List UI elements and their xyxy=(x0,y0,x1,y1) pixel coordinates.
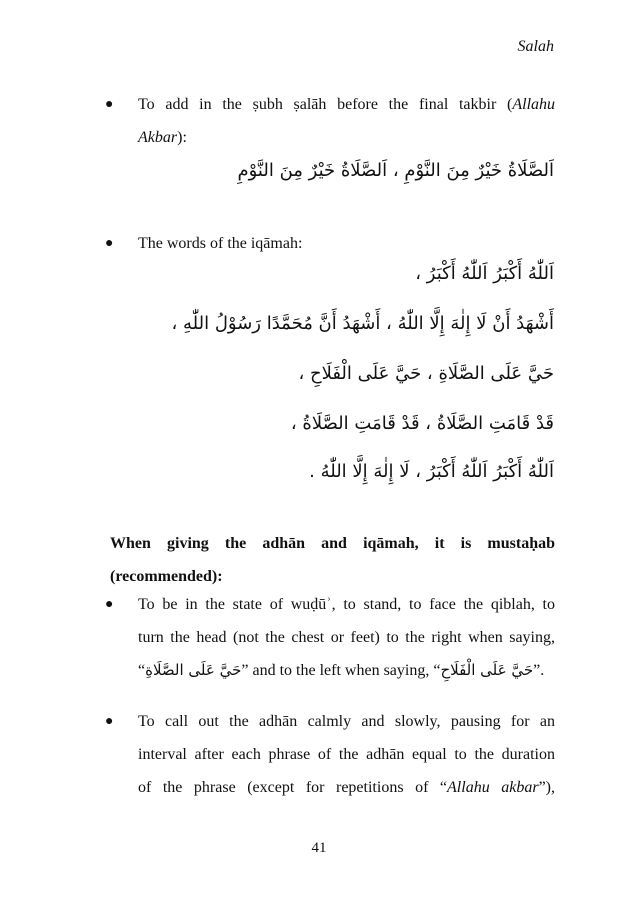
bullet-item-calm xyxy=(105,705,555,805)
text-line: To be in the state of wuḍūʾ, to stand, to face the qiblah, to xyxy=(138,596,555,613)
text-line: interval after each phrase of the adhān equal to the duration xyxy=(138,746,555,763)
page-number: 41 xyxy=(311,840,327,856)
text-line: “حَيَّ عَلَى الصَّلَاةِ” and to the left when saying, “حَيَّ عَلَى الْفَلَاحِ”. xyxy=(138,661,545,679)
text-line: To add in the ṣubh ṣalāh before the final takbir (Allahu xyxy=(138,96,556,113)
arabic-iqamah-line-2: أَشْهَدُ أَنْ لَا إِلٰهَ إِلَّا اللّٰهُ ، أَشْهَدُ أَنَّ مُحَمَّدًا رَسُوْلُ اللّٰهِ ، xyxy=(171,313,554,334)
arabic-subh-phrase: اَلصَّلَاةُ خَيْرٌ مِنَ النَّوْمِ ، اَلصَّلَاةُ خَيْرٌ مِنَ النَّوْمِ xyxy=(237,160,554,181)
arabic-iqamah-line-5: اَللّٰهُ أَكْبَرُ اَللّٰهُ أَكْبَرُ ، لَا إِلٰهَ إِلَّا اللّٰهُ . xyxy=(309,461,554,482)
bullet-item-subh xyxy=(105,88,556,158)
arabic-inline: حَيَّ عَلَى الْفَلَاحِ xyxy=(440,661,534,679)
arabic-iqamah-line-1: اَللّٰهُ أَكْبَرُ اَللّٰهُ أَكْبَرُ ، xyxy=(415,263,554,284)
text-line: of the phrase (except for repetitions of “Allahu akbar”), xyxy=(138,779,555,796)
bullet-item-iqamah xyxy=(105,227,555,260)
text-line: turn the head (not the chest or feet) to the right when saying, xyxy=(138,629,555,646)
bullet-text-wudu xyxy=(138,588,555,687)
bullet-text-iqamah: The words of the iqāmah: xyxy=(138,235,303,252)
bullet-icon: ● xyxy=(105,597,114,612)
text-line: Akbar): xyxy=(138,129,187,146)
arabic-iqamah-line-3: حَيَّ عَلَى الصَّلَاةِ ، حَيَّ عَلَى الْفَلَاحِ ، xyxy=(298,363,554,384)
arabic-iqamah-line-4: قَدْ قَامَتِ الصَّلَاةُ ، قَدْ قَامَتِ الصَّلَاةُ ، xyxy=(290,413,554,434)
heading-line: (recommended): xyxy=(110,568,223,585)
bullet-text-subh xyxy=(138,88,555,154)
bullet-icon: ● xyxy=(105,714,114,729)
bullet-text-calm xyxy=(138,705,555,804)
bullet-item-wudu xyxy=(105,588,555,688)
arabic-inline: حَيَّ عَلَى الصَّلَاةِ xyxy=(145,661,242,679)
bullet-icon: ● xyxy=(105,236,114,251)
heading-line: When giving the adhān and iqāmah, it is mustaḥab xyxy=(110,535,555,552)
running-header: Salah xyxy=(517,38,554,55)
section-heading xyxy=(110,527,555,593)
text-line: To call out the adhān calmly and slowly, pausing for an xyxy=(138,713,555,730)
bullet-icon: ● xyxy=(105,97,114,112)
